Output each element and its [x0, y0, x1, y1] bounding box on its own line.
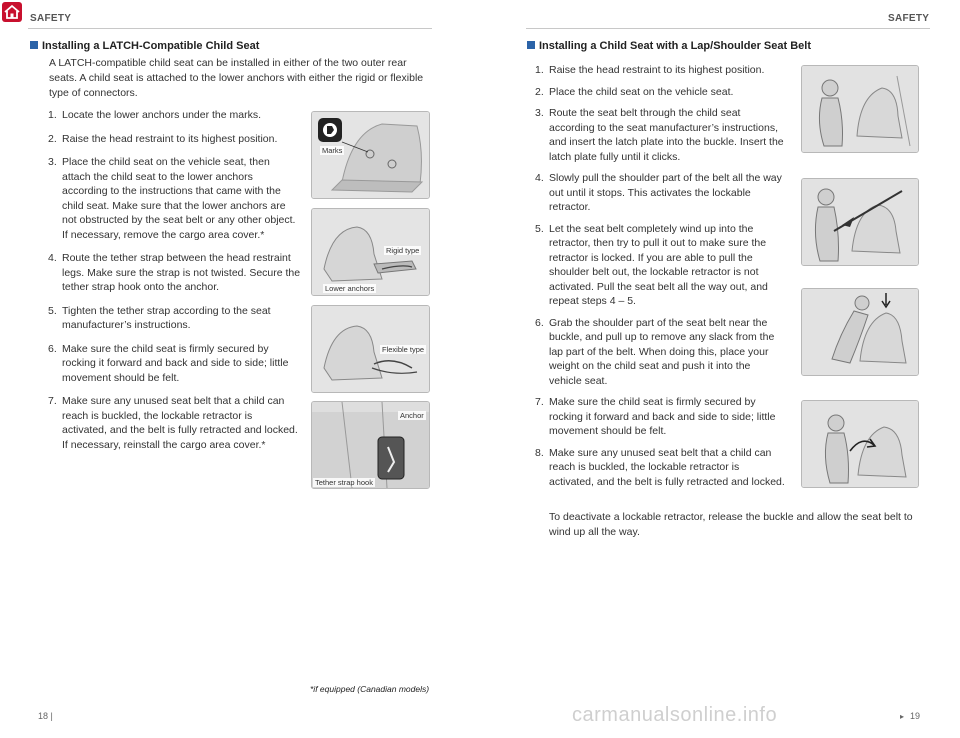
- list-item: 5. Tighten the tether strap according to the seat manufacturer’s instructions.: [48, 304, 271, 331]
- header-rule-left: [28, 28, 432, 29]
- home-icon[interactable]: [2, 2, 22, 22]
- label-tether-strap-hook: Tether strap hook: [315, 478, 373, 487]
- list-item: 6. Make sure the child seat is firmly secured by rocking it forward and back and side to side; little movement should be felt.: [48, 342, 289, 384]
- section-label-left: SAFETY: [30, 13, 72, 24]
- list-item: 1. Raise the head restraint to its highest position.: [535, 64, 765, 76]
- right-heading: Installing a Child Seat with a Lap/Shoulder Seat Belt: [527, 40, 811, 52]
- heading-marker-icon: [527, 41, 535, 49]
- list-item: 4. Route the tether strap between the head restraint legs. Make sure the strap is not twisted. Secure the tether strap hook onto the anchor.: [48, 252, 301, 293]
- right-steps: [535, 63, 785, 489]
- figure-seat-marks: [311, 111, 430, 199]
- figure-flexible-type: [311, 305, 430, 393]
- left-heading: Installing a LATCH-Compatible Child Seat: [30, 40, 259, 52]
- list-item: 2. Raise the head restraint to its highest position.: [48, 132, 278, 145]
- list-item: 7. Make sure the child seat is firmly secured by rocking it forward and back and side to side; little movement should be felt.: [535, 396, 776, 437]
- left-intro: A LATCH-compatible child seat can be installed in either of the two outer rear seats. A child seat is attached to the lower anchors with either the rigid or flexible type of connectors.: [49, 57, 424, 99]
- figure-push-seat: [801, 288, 919, 376]
- list-item: 2. Place the child seat on the vehicle seat.: [535, 85, 734, 98]
- header-rule-right: [526, 28, 930, 29]
- list-item: 5. Let the seat belt completely wind up into the retractor, then try to pull it out to make sure the retractor is locked. If you are able to pull the shoulder belt out, the lockable retractor is not activated. Pull the seat belt all the way out, and repeat steps 4 – 5.: [535, 222, 768, 307]
- label-flexible-type: Flexible type: [382, 345, 425, 354]
- list-item: 3. Route the seat belt through the child seat according to the seat manufacturer’s instructions, and insert the latch plate into the buckle. Insert the latch plate fully until it clicks.: [535, 107, 784, 163]
- figure-tether-anchor: [311, 401, 430, 489]
- section-label-right: SAFETY: [888, 13, 930, 24]
- footnote: *if equipped (Canadian models): [310, 684, 430, 694]
- list-item: 7. Make sure any unused seat belt that a child can reach is buckled, the lockable retractor is activated, and the belt is fully retracted and locked. If necessary, reinstall the cargo area cover.*: [48, 395, 298, 451]
- latch-mark-icon: [318, 118, 342, 142]
- figure-place-child-seat: [801, 65, 919, 153]
- list-item: 8. Make sure any unused seat belt that a child can reach is buckled, the lockable retractor is activated, and the belt is fully retracted and locked.: [535, 446, 785, 488]
- list-item: 6. Grab the shoulder part of the seat belt near the buckle, and pull up to remove any slack from the lap part of the belt. When doing this, place your weight on the child seat and push it into the vehicle seat.: [535, 316, 775, 387]
- right-closing: To deactivate a lockable retractor, release the buckle and allow the seat belt to wind up all the way.: [549, 511, 913, 538]
- figure-check-secure: [801, 400, 919, 488]
- bookmark-icon: ▸: [900, 712, 905, 721]
- list-item: 4. Slowly pull the shoulder part of the belt all the way out until it stops. This activates the lockable retractor.: [535, 172, 782, 213]
- label-lower-anchors: Lower anchors: [325, 284, 375, 293]
- left-steps: [48, 108, 301, 452]
- label-anchor: Anchor: [400, 411, 424, 420]
- list-item: 1. Locate the lower anchors under the marks.: [48, 109, 262, 121]
- heading-marker-icon: [30, 41, 38, 49]
- figure-rigid-type: [311, 208, 430, 296]
- page-number-right: ▸ 19: [900, 711, 921, 721]
- watermark: carmanualsonline.info: [572, 704, 778, 726]
- label-rigid-type: Rigid type: [386, 246, 420, 255]
- figure-pull-belt: [801, 178, 919, 266]
- list-item: 3. Place the child seat on the vehicle seat, then attach the child seat to the lower anchors according to the instructions that came with the child seat. Make sure that the lower anchors are not obstructed by the seat belt or any other object. If necessary, remove the cargo area cover.*: [48, 156, 296, 241]
- page-number-left: 18 |: [38, 711, 53, 721]
- label-marks: Marks: [322, 146, 343, 155]
